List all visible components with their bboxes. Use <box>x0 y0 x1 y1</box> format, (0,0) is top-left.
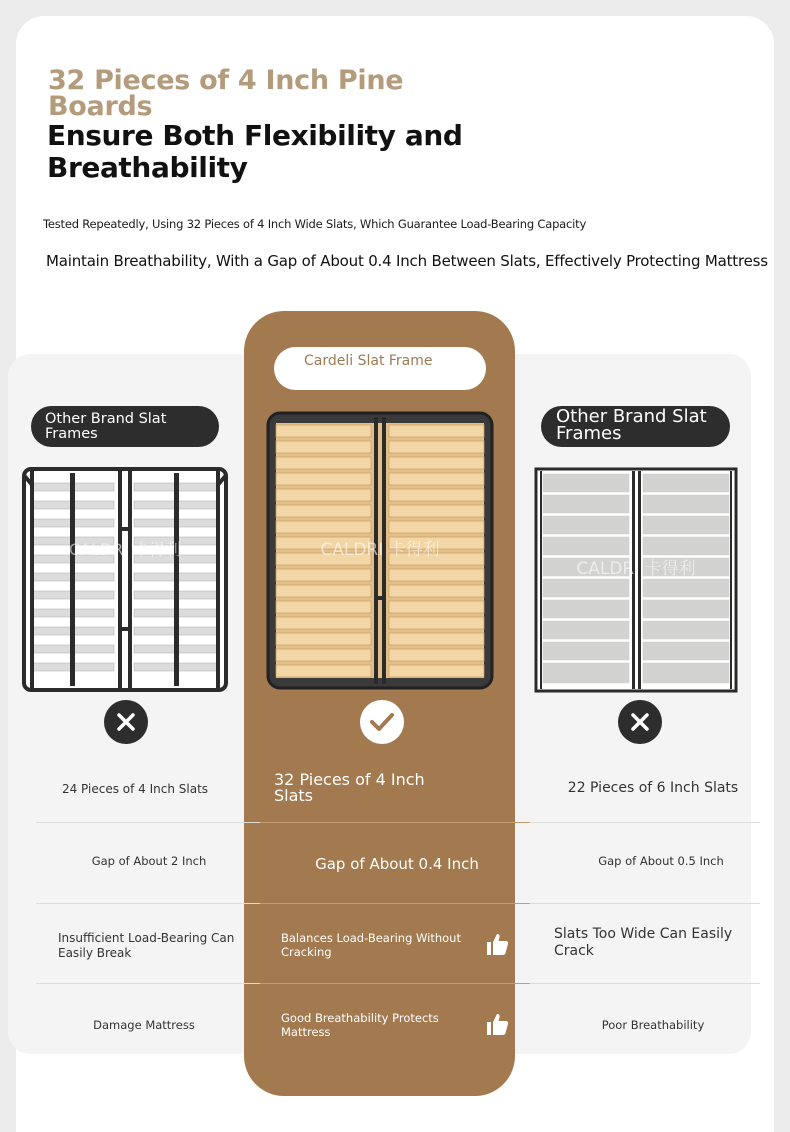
left-effect-spec: Damage Mattress <box>93 1018 195 1032</box>
watermark-right: CALDRI 卡得利 <box>576 559 696 579</box>
center-slats-spec: 32 Pieces of 4 Inch Slats <box>274 770 425 805</box>
left-column-label: Other Brand Slat Frames <box>31 406 219 447</box>
row-divider <box>530 903 760 904</box>
right-gap-spec: Gap of About 0.5 Inch <box>598 854 724 868</box>
row-divider <box>530 983 760 984</box>
subtitle-breathability: Maintain Breathability, With a Gap of About 0.4 Inch Between Slats, Effectively Protecting Mattress <box>46 252 768 270</box>
left-gap-spec: Gap of About 2 Inch <box>91 854 207 868</box>
x-mark-icon <box>618 700 662 744</box>
center-load-spec: Balances Load-Bearing Without Cracking <box>281 931 461 959</box>
row-divider <box>36 983 260 984</box>
row-divider <box>36 903 260 904</box>
thumbs-up-icon <box>484 1011 510 1037</box>
check-mark-icon <box>360 700 404 744</box>
center-column-label: Cardeli Slat Frame <box>274 347 486 390</box>
x-mark-icon <box>104 700 148 744</box>
row-divider <box>530 822 760 823</box>
row-divider <box>36 822 260 823</box>
thumbs-up-icon <box>484 931 510 957</box>
right-load-spec: Slats Too Wide Can Easily Crack <box>554 926 733 959</box>
row-divider <box>260 822 530 823</box>
watermark-left: CALDRI 卡得利 <box>68 540 182 559</box>
subtitle-load-bearing: Tested Repeatedly, Using 32 Pieces of 4 Inch Wide Slats, Which Guarantee Load-Bearing Capacity <box>43 217 587 231</box>
center-slat-frame-image <box>266 411 494 690</box>
left-load-spec: Insufficient Load-Bearing Can Easily Break <box>58 931 235 960</box>
left-slats-spec: 24 Pieces of 4 Inch Slats <box>61 782 209 796</box>
center-effect-spec: Good Breathability Protects Mattress <box>281 1011 439 1039</box>
center-gap-spec: Gap of About 0.4 Inch <box>315 855 479 873</box>
right-effect-spec: Poor Breathability <box>601 1018 705 1032</box>
main-title: Ensure Both Flexibility and Breathability <box>47 119 463 184</box>
row-divider <box>260 983 530 984</box>
row-divider <box>260 903 530 904</box>
watermark-center: CALDRI 卡得利 <box>320 540 440 560</box>
left-slat-frame-image <box>22 467 228 692</box>
accent-title: 32 Pieces of 4 Inch Pine Boards <box>48 65 404 122</box>
right-slats-spec: 22 Pieces of 6 Inch Slats <box>567 780 739 796</box>
right-column-label: Other Brand Slat Frames <box>541 406 730 447</box>
right-slat-frame-image <box>534 467 738 693</box>
